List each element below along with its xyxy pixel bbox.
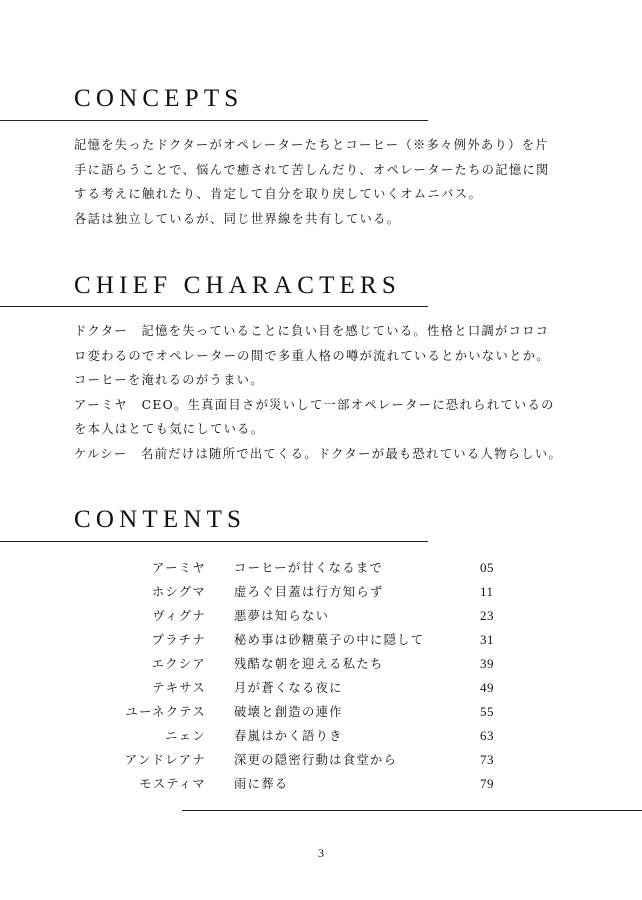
concepts-line: 各話は独立しているが、同じ世界線を共有している。 — [74, 211, 401, 226]
toc-page-number: 73 — [480, 752, 494, 767]
character-line: ケルシー 名前だけは随所で出てくる。ドクターが最も恐れている人物らしい。 — [74, 446, 563, 461]
chief-characters-divider — [0, 306, 428, 307]
toc-character: ホシグマ — [151, 585, 206, 599]
toc-entry — [0, 604, 642, 628]
toc-entry — [0, 580, 642, 604]
character-line: ドクター 記憶を失っていることに負い目を感じている。性格と口調がコロコ — [74, 324, 550, 338]
toc-character: エクシア — [151, 657, 206, 671]
toc-entry — [0, 748, 642, 772]
toc-title: 虚ろぐ目蓋は行方知らず — [234, 585, 384, 599]
toc-entry — [0, 556, 642, 580]
toc-title: 春嵐はかく語りき — [234, 729, 343, 743]
table-of-contents — [0, 556, 642, 796]
toc-entry — [0, 652, 642, 676]
toc-entry — [0, 700, 642, 724]
toc-page-number: 63 — [480, 728, 494, 743]
toc-page-number: 39 — [480, 656, 494, 671]
toc-page-number: 49 — [480, 680, 494, 695]
contents-divider — [0, 541, 428, 542]
chief-characters-heading: CHIEF CHARACTERS — [74, 272, 401, 299]
toc-title: 雨に葬る — [234, 777, 289, 791]
toc-entry — [0, 772, 642, 796]
toc-character: ユーネクテス — [125, 705, 206, 719]
contents-heading: CONTENTS — [74, 506, 247, 533]
toc-title: 秘め事は砂糖菓子の中に隠して — [234, 633, 425, 647]
toc-character: モスティマ — [139, 777, 206, 791]
toc-character: アンドレアナ — [124, 753, 206, 767]
contents-bottom-divider — [182, 810, 642, 811]
toc-title: 深更の隠密行動は食堂から — [234, 753, 398, 767]
toc-page-number: 31 — [480, 632, 494, 647]
toc-character: テキサス — [152, 681, 206, 695]
toc-title: 悪夢は知らない — [234, 609, 330, 623]
concepts-heading: CONCEPTS — [74, 85, 244, 112]
toc-title: コーヒーが甘くなるまで — [234, 561, 384, 575]
concepts-line: 記憶を失ったドクターがオペレーターたちとコーヒー（※多々例外あり）を片 — [74, 138, 549, 152]
character-line: コーヒーを淹れるのがうまい。 — [74, 373, 264, 387]
toc-entry — [0, 676, 642, 700]
toc-entry — [0, 724, 642, 748]
toc-page-number: 55 — [480, 704, 494, 719]
character-line: ロ変わるのでオペレーターの間で多重人格の噂が流れているとかいないとか。 — [74, 348, 550, 363]
toc-page-number: 23 — [480, 608, 494, 623]
toc-character: プラチナ — [151, 633, 206, 647]
toc-character: ヴィグナ — [152, 609, 206, 623]
toc-character: アーミヤ — [151, 561, 206, 575]
toc-page-number: 11 — [480, 584, 494, 599]
character-line: アーミヤ CEO。生真面目さが災いして一部オペレーターに恐れられているの — [74, 397, 555, 412]
toc-entry — [0, 628, 642, 652]
toc-character: ニェン — [165, 729, 206, 743]
toc-page-number: 79 — [480, 776, 494, 791]
concepts-line: 手に語らうことで、悩んで癒されて苦しんだり、オペレーターたちの記憶に関 — [74, 162, 550, 177]
concepts-line: する考えに触れたり、肯定して自分を取り戻していくオムニバス。 — [74, 187, 483, 201]
toc-title: 破壊と創造の連作 — [234, 705, 343, 719]
concepts-paragraph — [74, 133, 574, 231]
chief-characters-paragraph — [74, 319, 574, 466]
toc-page-number: 05 — [480, 560, 494, 575]
concepts-divider — [0, 120, 428, 121]
toc-title: 残酷な朝を迎える私たち — [234, 657, 384, 671]
page-number: 3 — [318, 846, 324, 860]
character-line: を本人はとても気にしている。 — [74, 422, 265, 436]
toc-title: 月が蒼くなる夜に — [234, 681, 343, 695]
